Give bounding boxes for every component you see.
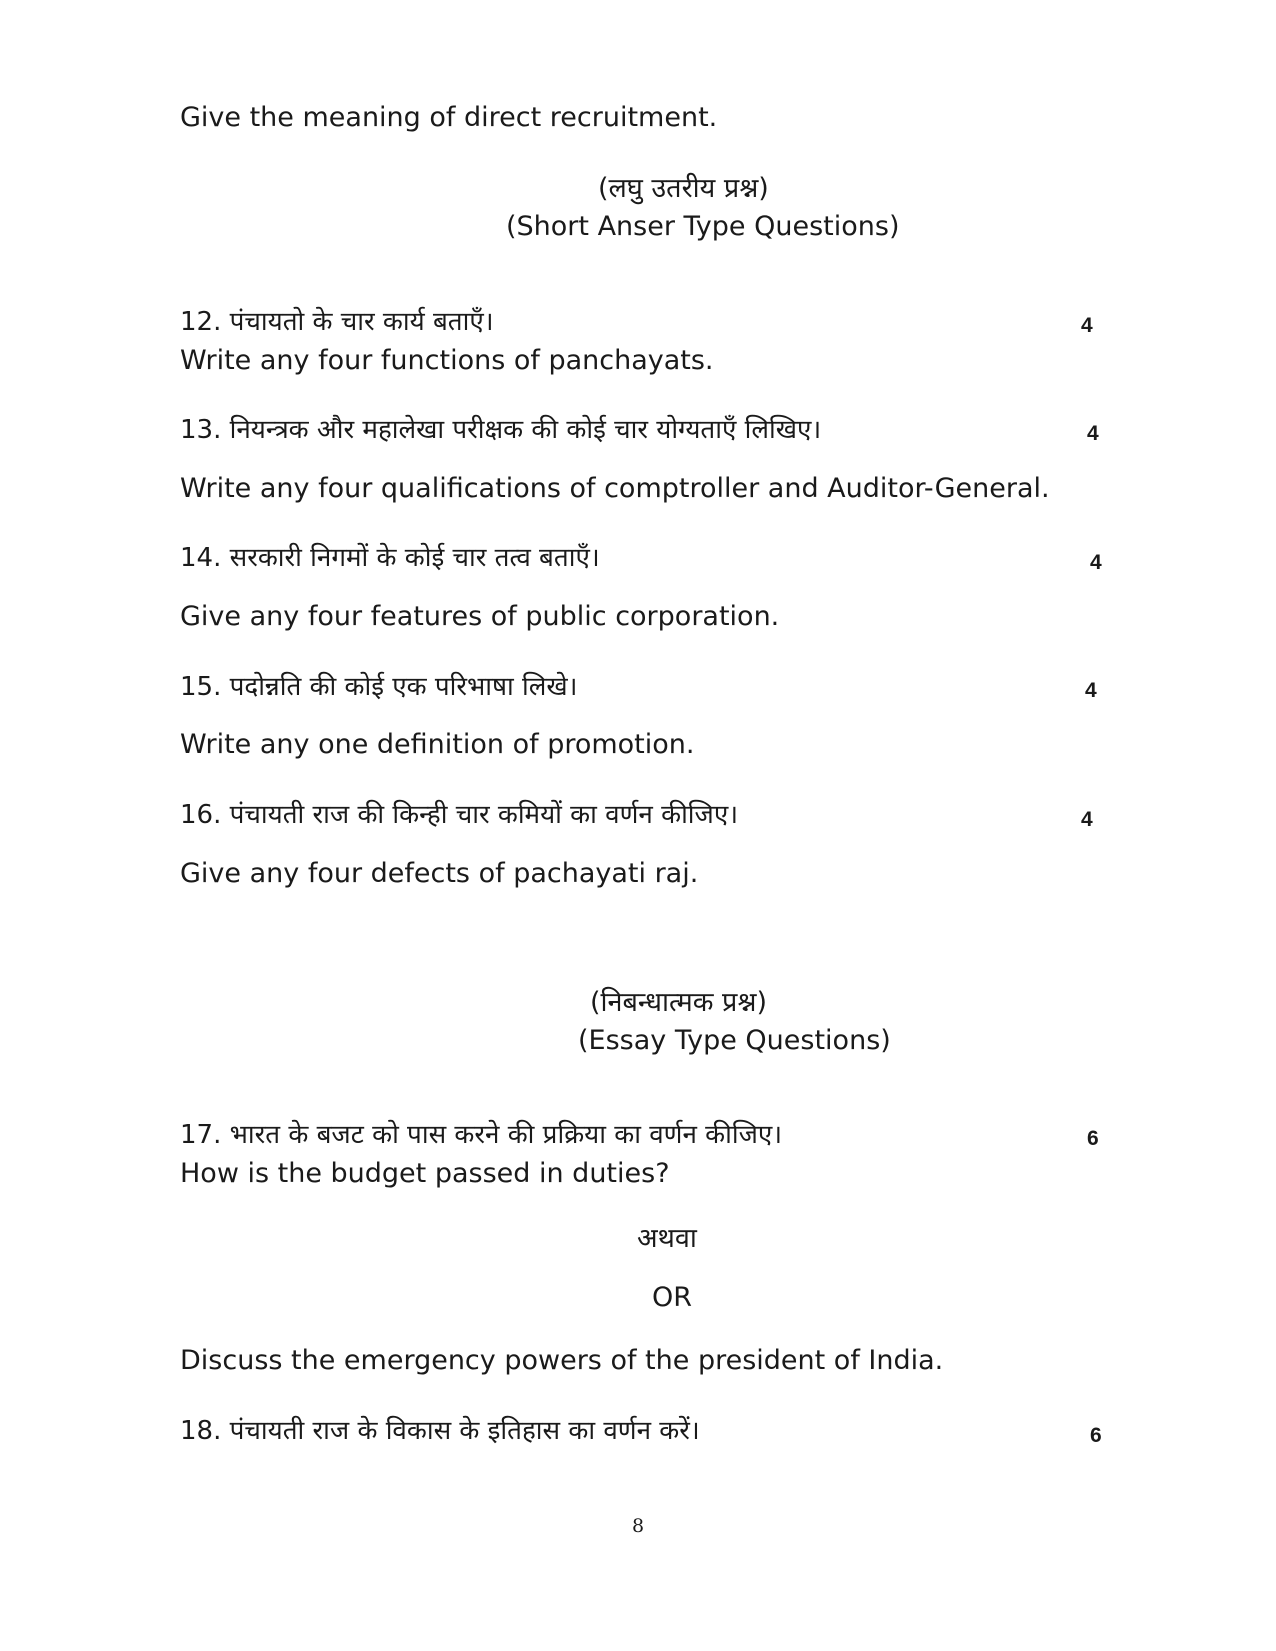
question-17-marks: 6 — [1087, 1127, 1099, 1150]
question-17-hindi: 17. भारत के बजट को पास करने की प्रक्रिया का वर्णन कीजिए। — [180, 1120, 783, 1150]
or-hindi: अथवा — [637, 1223, 697, 1254]
question-15-hindi: 15. पदोन्नति की कोई एक परिभाषा लिखे। — [180, 672, 578, 702]
short-section-english-heading: (Short Anser Type Questions) — [506, 211, 900, 242]
question-13-english: Write any four qualifications of comptroller and Auditor-General. — [180, 473, 1050, 504]
intro-line: Give the meaning of direct recruitment. — [180, 102, 718, 133]
question-14-hindi: 14. सरकारी निगमों के कोई चार तत्व बताएँ। — [180, 543, 600, 573]
essay-section-hindi-heading: (निबन्धात्मक प्रश्न) — [590, 987, 768, 1018]
question-13-marks: 4 — [1087, 422, 1099, 445]
question-16-english: Give any four defects of pachayati raj. — [180, 858, 699, 889]
question-14-english: Give any four features of public corporation. — [180, 601, 780, 632]
question-12-marks: 4 — [1081, 314, 1093, 337]
question-18-hindi: 18. पंचायती राज के विकास के इतिहास का वर्णन करें। — [180, 1416, 700, 1446]
or-english: OR — [652, 1282, 693, 1313]
question-12-hindi: 12. पंचायतो के चार कार्य बताएँ। — [180, 307, 494, 337]
question-16-hindi: 16. पंचायती राज की किन्ही चार कमियों का वर्णन कीजिए। — [180, 800, 739, 830]
question-17-alternative-english: Discuss the emergency powers of the president of India. — [180, 1345, 944, 1376]
essay-section-english-heading: (Essay Type Questions) — [578, 1025, 891, 1056]
question-17-english: How is the budget passed in duties? — [180, 1158, 670, 1189]
question-14-marks: 4 — [1090, 551, 1102, 574]
question-16-marks: 4 — [1081, 808, 1093, 831]
question-13-hindi: 13. नियन्त्रक और महालेखा परीक्षक की कोई चार योग्यताएँ लिखिए। — [180, 415, 822, 445]
question-15-english: Write any one definition of promotion. — [180, 729, 695, 760]
short-section-hindi-heading: (लघु उतरीय प्रश्न) — [598, 173, 769, 204]
question-15-marks: 4 — [1085, 679, 1097, 702]
question-12-english: Write any four functions of panchayats. — [180, 345, 714, 376]
page-number: 8 — [631, 1515, 645, 1537]
question-18-marks: 6 — [1090, 1424, 1102, 1447]
